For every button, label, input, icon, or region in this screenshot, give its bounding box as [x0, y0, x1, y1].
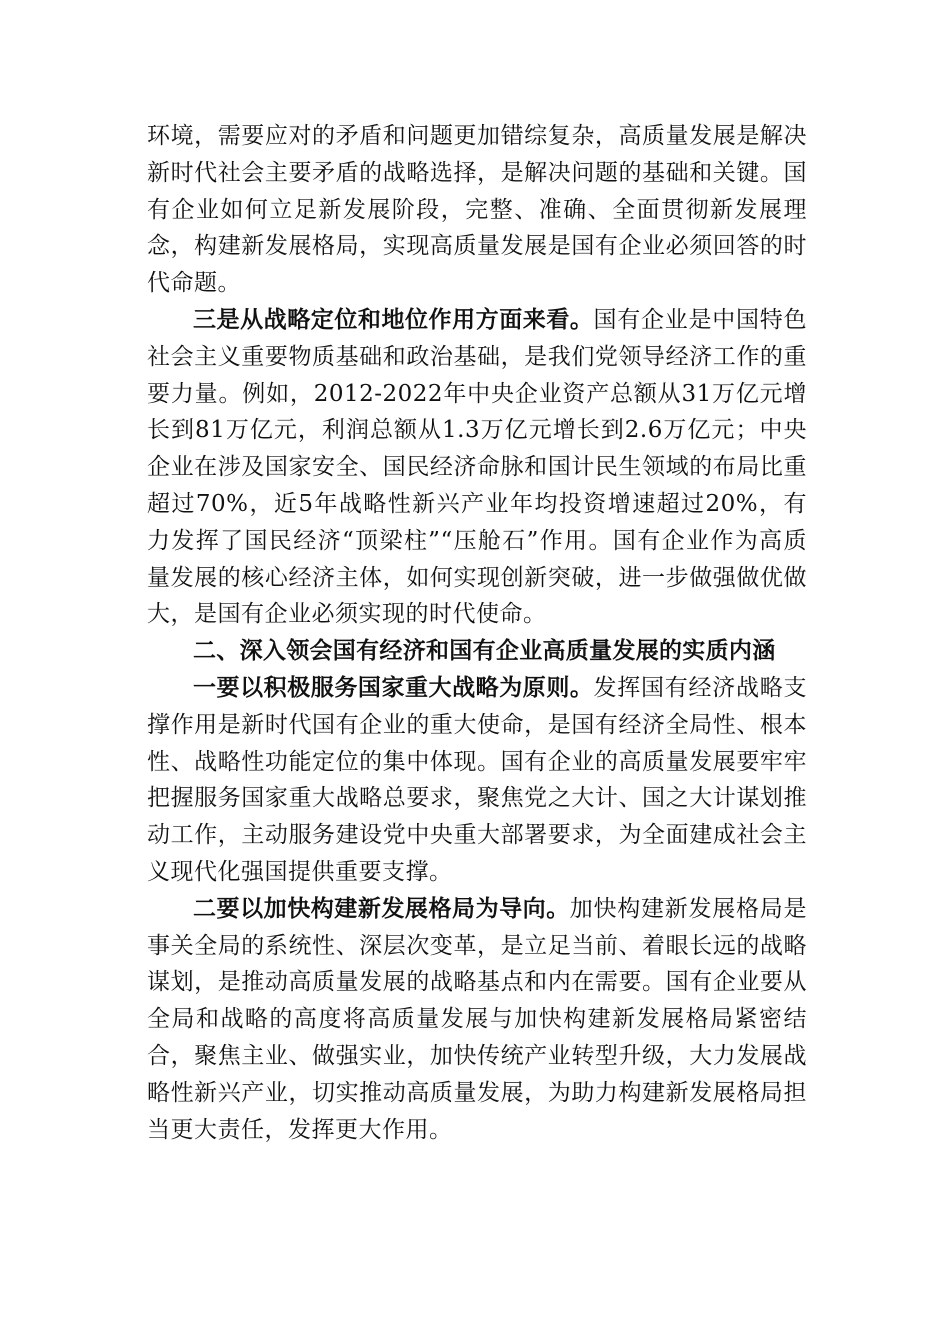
paragraph-serve-national-strategy	[147, 670, 807, 891]
paragraph-body: 加快构建新发展格局是事关全局的系统性、深层次变革，是立足当前、着眼长远的战略谋划，是推动高质量发展的战略基点和内在需要。国有企业要从全局和战略的高度将高质量发展与加快构建新发展格局紧密结合，聚焦主业、做强实业，加快传统产业转型升级，大力发展战略性新兴产业，切实推动高质量发展，为助力构建新发展格局担当更大责任，发挥更大作用。	[147, 895, 807, 1143]
paragraph-lead: 三是从战略定位和地位作用方面来看。	[193, 306, 594, 333]
paragraph-new-development-pattern	[147, 891, 807, 1149]
paragraph-lead: 一要以积极服务国家重大战略为原则。	[193, 674, 594, 701]
paragraph-body: 发挥国有经济战略支撑作用是新时代国有企业的重大使命，是国有经济全局性、根本性、战略性功能定位的集中体现。国有企业的高质量发展要牢牢把握服务国家重大战略总要求，聚焦党之大计、国之大计谋划推动工作，主动服务建设党中央重大部署要求，为全面建成社会主义现代化强国提供重要支撑。	[147, 674, 807, 885]
paragraph-strategic-positioning	[147, 302, 807, 633]
section-heading: 二、深入领会国有经济和国有企业高质量发展的实质内涵	[193, 638, 776, 665]
paragraph-body: 环境，需要应对的矛盾和问题更加错综复杂，高质量发展是解决新时代社会主要矛盾的战略选择，是解决问题的基础和关键。国有企业如何立足新发展阶段，完整、准确、全面贯彻新发展理念，构建新发展格局，实现高质量发展是国有企业必须回答的时代命题。	[147, 123, 807, 297]
paragraph-body: 国有企业是中国特色社会主义重要物质基础和政治基础，是我们党领导经济工作的重要力量。例如，2012-2022年中央企业资产总额从31万亿元增长到81万亿元，利润总额从1.3万亿元增长到2.6万亿元；中央企业在涉及国家安全、国民经济命脉和国计民生领域的布局比重超过70%，近5年战略性新兴产业年均投资增速超过20%，有力发挥了国民经济“顶梁柱”“压舱石”作用。国有企业作为高质量发展的核心经济主体，如何实现创新突破，进一步做强做优做大，是国有企业必须实现的时代使命。	[147, 306, 807, 628]
paragraph-lead: 二要以加快构建新发展格局为导向。	[193, 895, 570, 922]
document-page	[147, 118, 807, 1148]
paragraph-continued	[147, 118, 807, 302]
